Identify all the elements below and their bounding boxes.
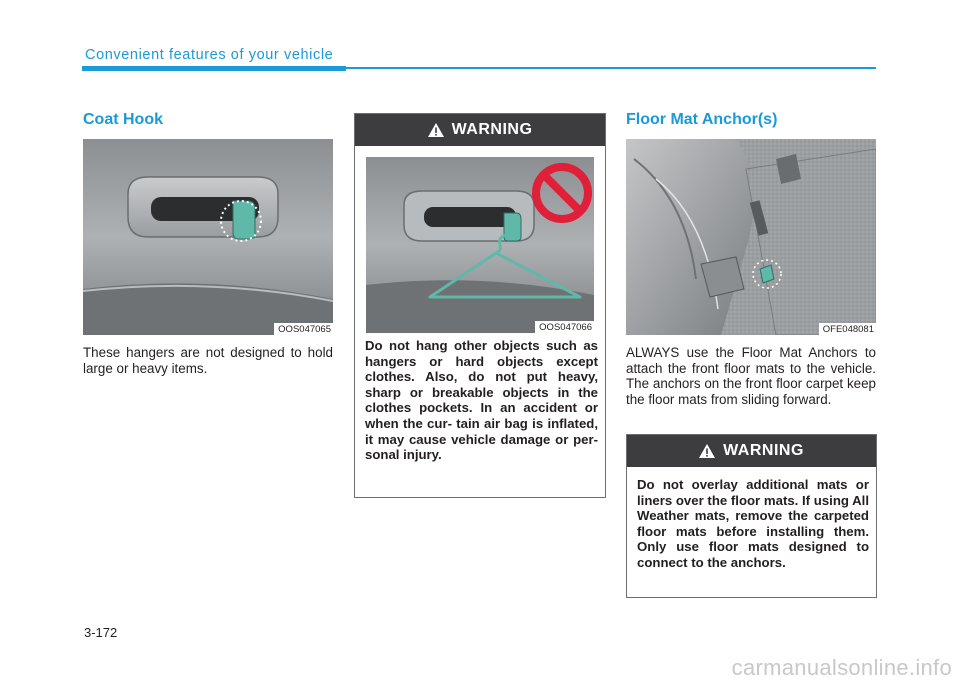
floor-mat-anchor-illustration <box>626 139 876 335</box>
warning-box-hooks <box>354 113 606 498</box>
coat-hook-body: These hangers are not designed to hold large or heavy items. <box>83 345 333 376</box>
warning-label: WARNING <box>451 121 533 138</box>
coat-hook-illustration <box>83 139 333 335</box>
figure-code: OFE048081 <box>819 323 876 335</box>
coat-hook-figure <box>83 139 333 335</box>
coat-hook-title: Coat Hook <box>83 111 163 128</box>
figure-code: OOS047066 <box>535 321 594 333</box>
warning-box-mats <box>626 434 877 598</box>
warning-text: Do not overlay additional mats or liners over the floor mats. If using All Weather mats, remove the carpeted floor mats before installing them. Only use floor mats designed to connect to the anchors. <box>637 477 869 570</box>
header-rule-thin <box>346 67 876 69</box>
hanger-on-hook-illustration <box>366 157 594 333</box>
section-header: Convenient features of your vehicle <box>85 47 334 63</box>
figure-code: OOS047065 <box>274 323 333 335</box>
warning-header <box>627 435 876 467</box>
header-rule-thick <box>82 66 346 71</box>
page-number: 3-172 <box>84 625 118 640</box>
warning-hook-figure <box>366 157 594 333</box>
warning-header <box>355 114 605 146</box>
floor-mat-figure <box>626 139 876 335</box>
watermark: carmanualsonline.info <box>731 655 952 680</box>
warning-label: WARNING <box>723 442 804 459</box>
warning-triangle-icon <box>699 444 715 458</box>
floor-mat-title: Floor Mat Anchor(s) <box>626 111 778 128</box>
warning-text: Do not hang other objects such as hangers or hard objects except clothes. Also, do not put heavy, sharp or breakable objects in the clothes pockets. In an accident or when the cur- tain air bag is inflated, it may cause vehicle damage or per- sonal injury. <box>365 338 598 463</box>
floor-mat-body: ALWAYS use the Floor Mat Anchors to attach the front floor mats to the vehicle. The anchors on the front floor carpet keep the floor mats from sliding forward. <box>626 345 876 407</box>
warning-triangle-icon <box>428 123 444 137</box>
